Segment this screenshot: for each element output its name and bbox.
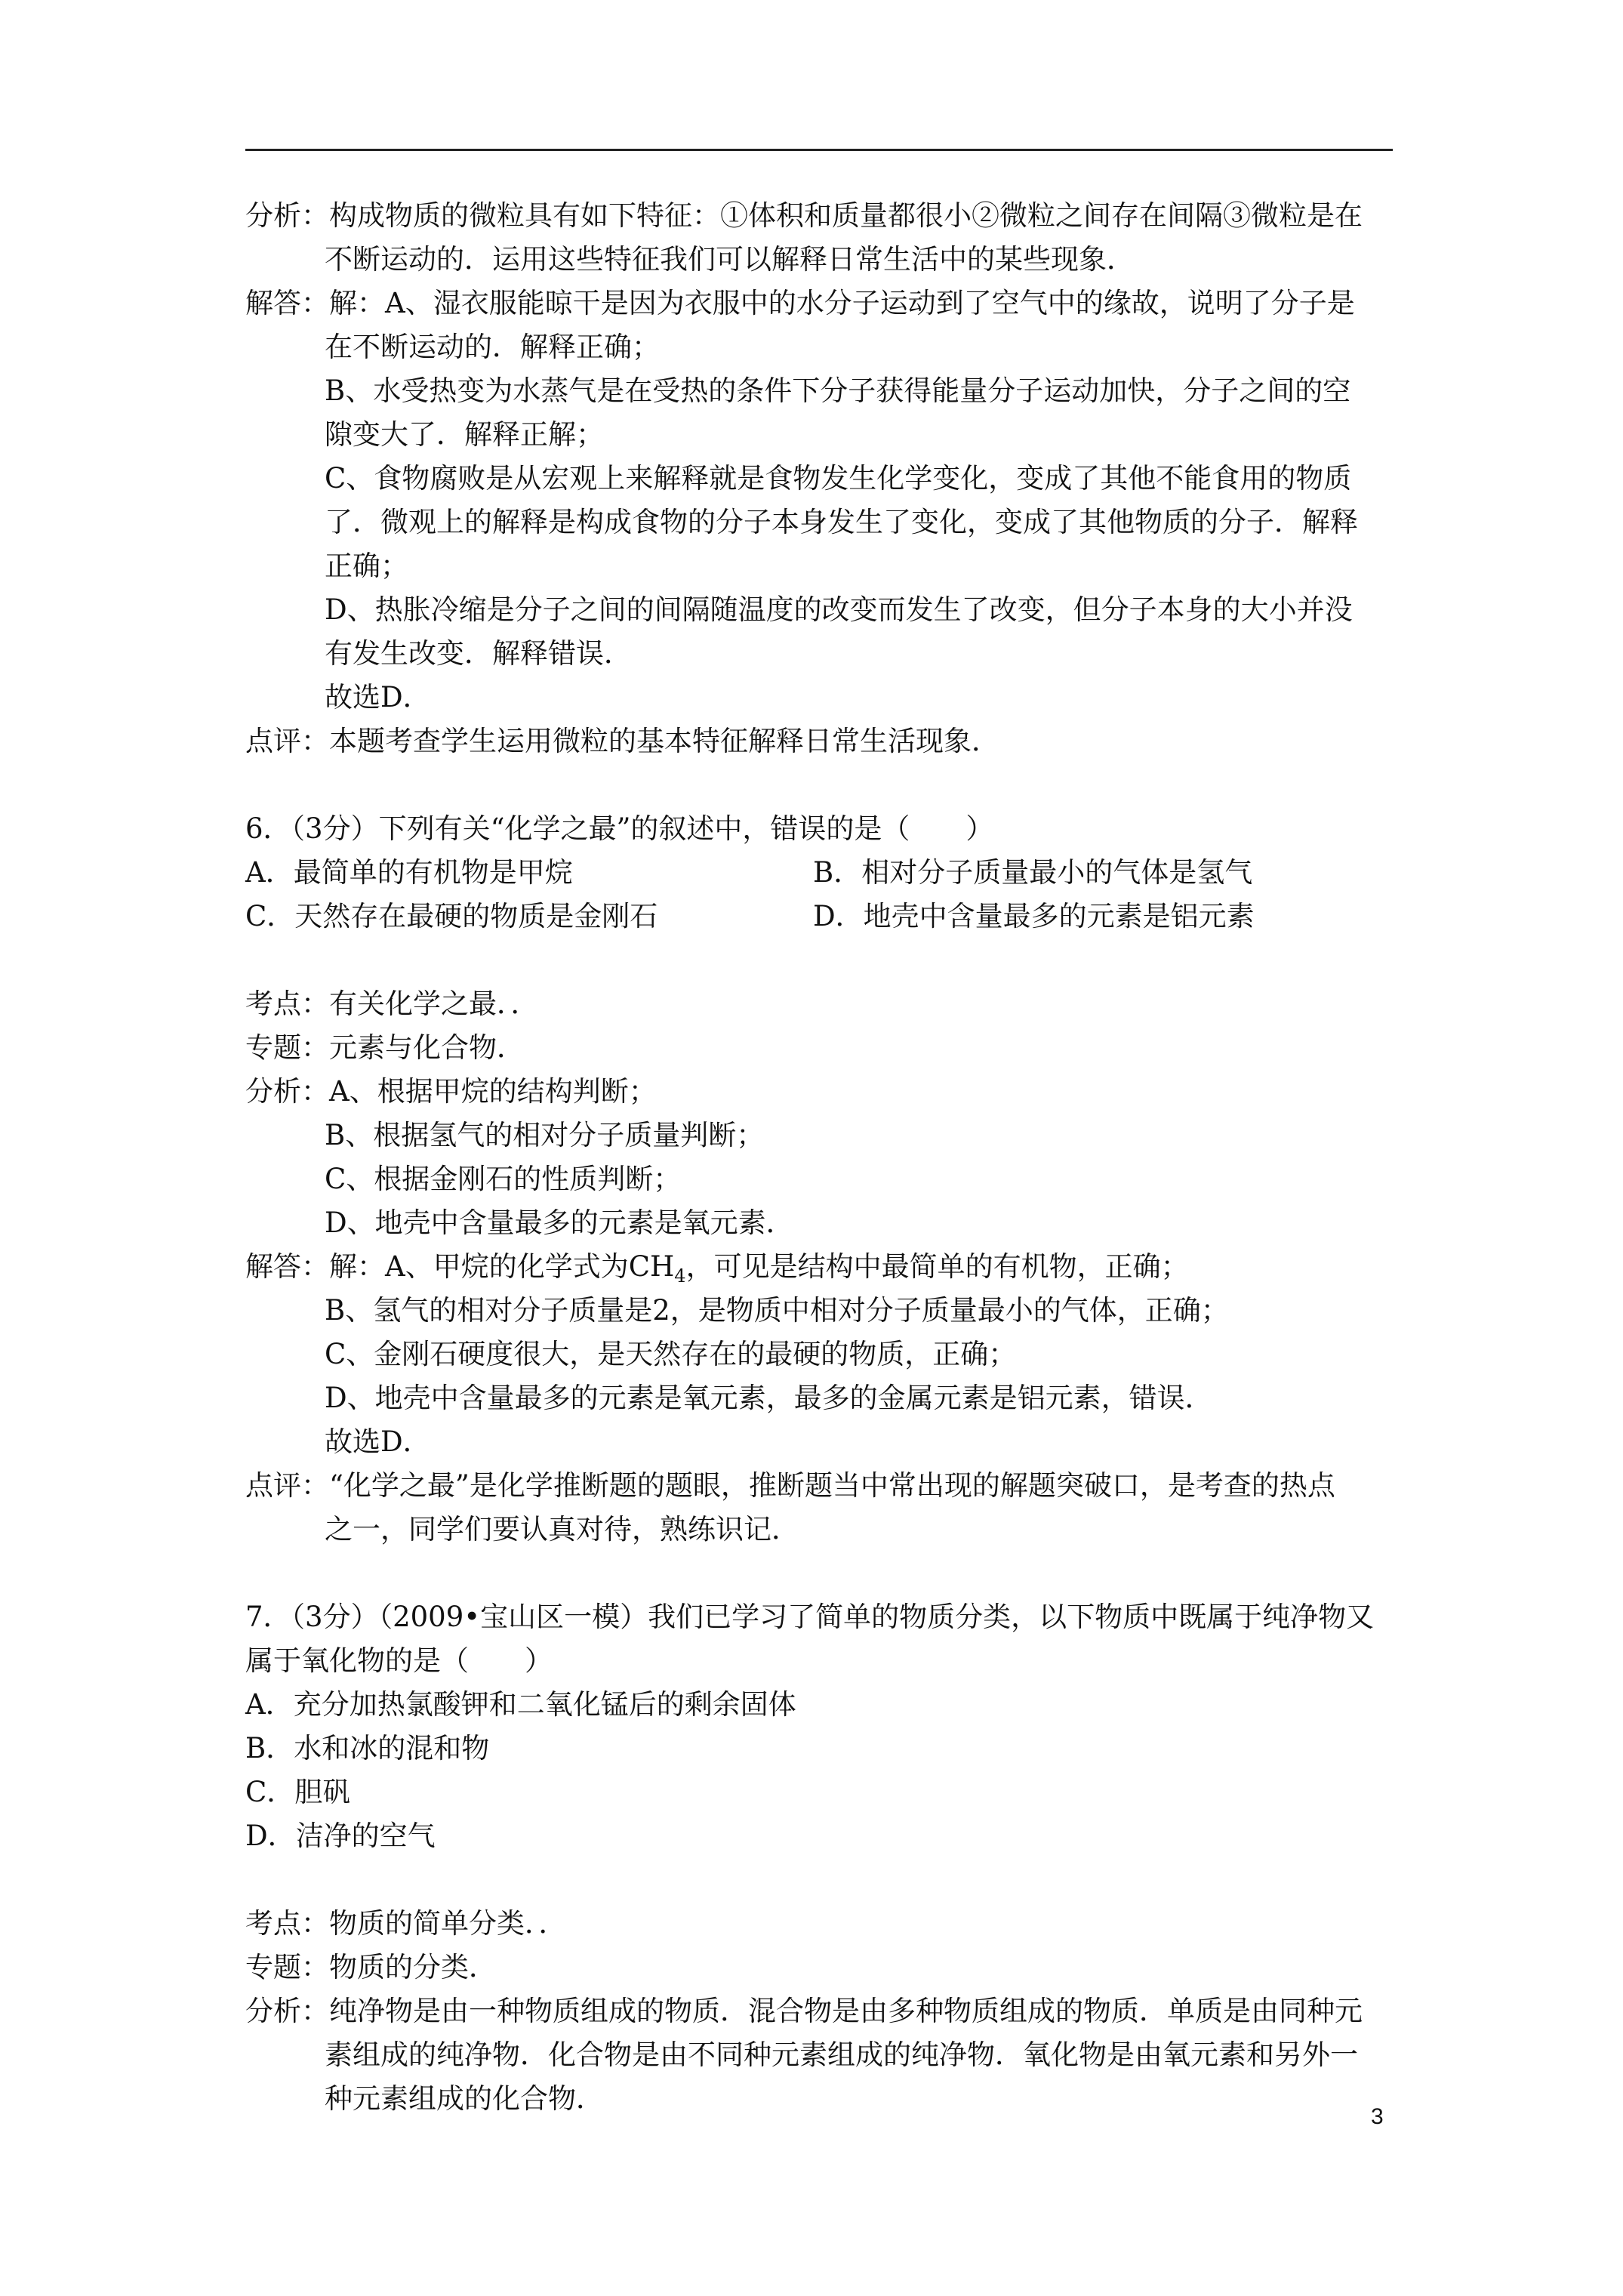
- q7-option-a: A．充分加热氯酸钾和二氧化锰后的剩余固体: [245, 1688, 796, 1721]
- prev-solution-line: 有发生改变．解释错误．: [325, 637, 632, 670]
- q6-option-d: D．地壳中含量最多的元素是铝元素: [813, 900, 1255, 932]
- prev-solution-line: 隙变大了．解释正解；: [325, 418, 604, 451]
- q7-analysis-line: 素组成的纯净物．化合物是由不同种元素组成的纯净物．氧化物是由氧元素和另外一: [325, 2039, 1358, 2071]
- page-number: 3: [1371, 2104, 1384, 2129]
- q6-point: 考点：有关化学之最．．: [245, 988, 539, 1020]
- q7-stem: 属于氧化物的是（ ）: [245, 1644, 553, 1677]
- prev-solution-line: B、水受热变为水蒸气是在受热的条件下分子获得能量分子运动加快，分子之间的空: [325, 374, 1351, 407]
- q6-solution-text: 解答：解：A、甲烷的化学式为CH: [245, 1250, 675, 1283]
- q6-solution-text: ，可见是结构中最简单的有机物，正确；: [685, 1250, 1189, 1283]
- prev-solution-line: C、食物腐败是从宏观上来解释就是食物发生化学变化，变成了其他不能食用的物质: [325, 462, 1352, 495]
- q6-options-row: [245, 895, 1400, 938]
- prev-solution-line: D、热胀冷缩是分子之间的间隔随温度的改变而发生了改变，但分子本身的大小并没: [325, 593, 1353, 626]
- q7-stem: 7．（3分）（2009•宝山区一模）我们已学习了简单的物质分类，以下物质中既属于纯净物又: [245, 1601, 1375, 1633]
- prev-analysis-line: 不断运动的．运用这些特征我们可以解释日常生活中的某些现象．: [325, 243, 1135, 276]
- q6-options-row: [245, 851, 1400, 895]
- q7-point: 考点：物质的简单分类．．: [245, 1907, 567, 1940]
- q6-analysis-line: D、地壳中含量最多的元素是氧元素．: [325, 1207, 794, 1239]
- q7-analysis-line: 种元素组成的化合物．: [325, 2082, 604, 2115]
- q6-analysis-line: 分析：A、根据甲烷的结构判断；: [245, 1075, 657, 1108]
- q7-option-d: D．洁净的空气: [245, 1820, 436, 1852]
- prev-comment-line: 点评：本题考查学生运用微粒的基本特征解释日常生活现象．: [245, 725, 999, 757]
- q7-topic: 专题：物质的分类．: [245, 1951, 497, 1983]
- q6-option-b: B．相对分子质量最小的气体是氢气: [813, 856, 1253, 889]
- spacer: [245, 938, 1400, 982]
- q6-option-a: A．最简单的有机物是甲烷: [245, 856, 573, 889]
- q6-analysis-line: C、根据金刚石的性质判断；: [325, 1163, 682, 1195]
- prev-solution-line: 故选D．: [325, 681, 431, 713]
- q6-comment-line: 之一，同学们要认真对待，熟练识记．: [325, 1513, 799, 1546]
- q6-solution-line: [245, 1245, 1400, 1289]
- q7-analysis-line: 分析：纯净物是由一种物质组成的物质．混合物是由多种物质组成的物质．单质是由同种元: [245, 1995, 1363, 2027]
- prev-solution-line: 了．微观上的解释是构成食物的分子本身发生了变化，变成了其他物质的分子．解释: [325, 506, 1358, 538]
- q6-solution-subscript: 4: [674, 1265, 686, 1287]
- q6-comment-line: 点评：“化学之最”是化学推断题的题眼，推断题当中常出现的解题突破口，是考查的热点: [245, 1469, 1335, 1502]
- q6-solution-line: B、氢气的相对分子质量是2，是物质中相对分子质量最小的气体，正确；: [325, 1294, 1229, 1327]
- q6-solution-line: C、金刚石硬度很大，是天然存在的最硬的物质，正确；: [325, 1338, 1017, 1370]
- q6-option-c: C．天然存在最硬的物质是金刚石: [245, 900, 658, 932]
- page-content: [245, 194, 1400, 2121]
- prev-solution-line: 解答：解：A、湿衣服能晾干是因为衣服中的水分子运动到了空气中的缘故，说明了分子是: [245, 287, 1355, 319]
- q6-stem: 6．（3分）下列有关“化学之最”的叙述中，错误的是（ ）: [245, 812, 994, 845]
- q7-option-b: B．水和冰的混和物: [245, 1732, 490, 1764]
- prev-solution-line: 正确；: [325, 550, 408, 582]
- prev-solution-line: 在不断运动的．解释正确；: [325, 331, 660, 363]
- q6-solution-line: 故选D．: [325, 1425, 431, 1458]
- spacer: [245, 1552, 1400, 1595]
- q7-option-c: C．胆矾: [245, 1776, 351, 1808]
- spacer: [245, 1858, 1400, 1902]
- q6-solution-line: D、地壳中含量最多的元素是氧元素，最多的金属元素是铝元素，错误．: [325, 1382, 1213, 1414]
- spacer: [245, 763, 1400, 807]
- q6-analysis-line: B、根据氢气的相对分子质量判断；: [325, 1119, 765, 1151]
- header-rule: [245, 149, 1393, 151]
- prev-analysis-line: 分析：构成物质的微粒具有如下特征：①体积和质量都很小②微粒之间存在间隔③微粒是在: [245, 199, 1363, 232]
- q6-topic: 专题：元素与化合物．: [245, 1031, 525, 1064]
